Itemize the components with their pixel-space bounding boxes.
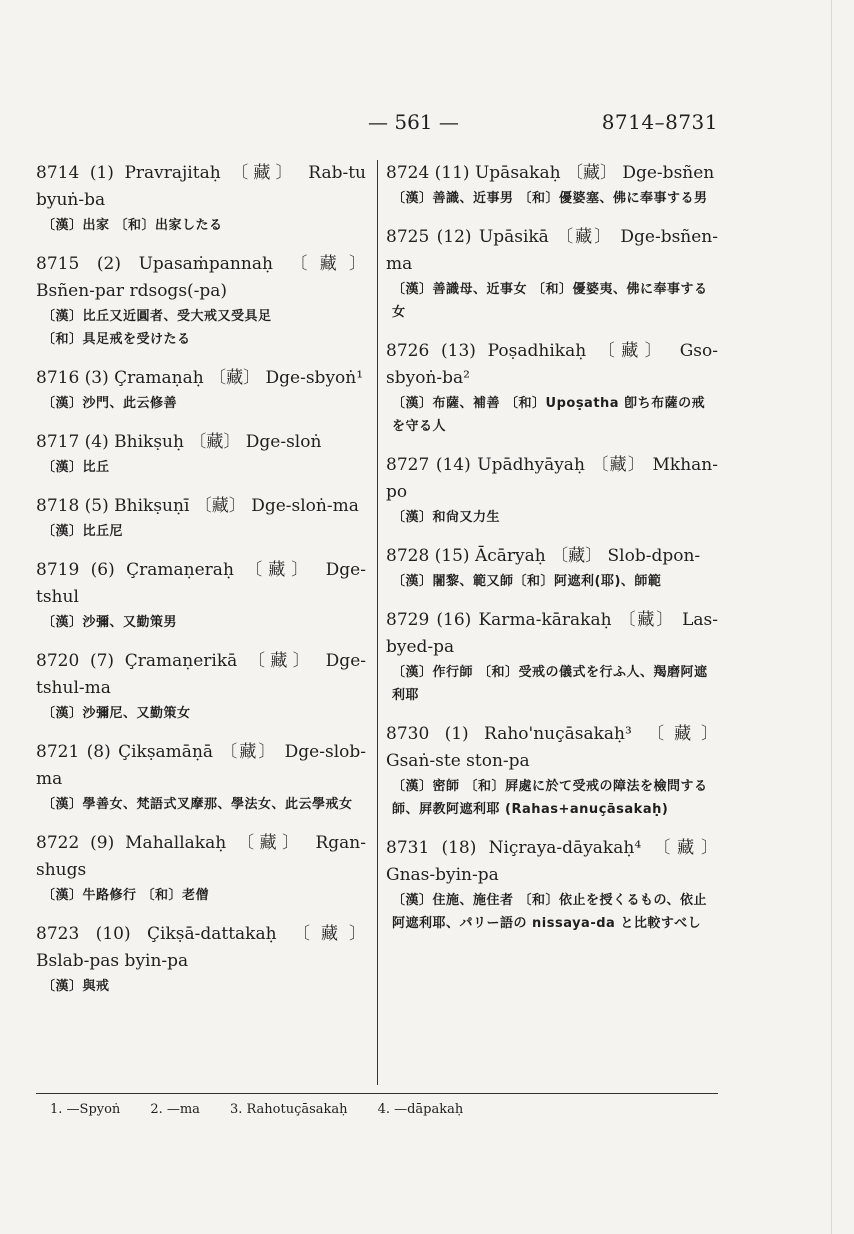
entry-gloss: 〔漢〕牛路修行 〔和〕老僧 (42, 888, 210, 903)
entry-gloss: 〔漢〕比丘 (42, 460, 110, 475)
entry-headword: 8720 (7) Çramaṇerikā 〔藏〕 Dge-tshul-ma (36, 651, 366, 698)
entry-gloss: 〔漢〕和尙又力生 (392, 510, 501, 525)
dictionary-entry (386, 452, 718, 529)
footnotes (50, 1102, 463, 1117)
entry-gloss: 〔和〕具足戒を受けたる (42, 332, 191, 347)
entry-headword: 8727 (14) Upādhyāyaḥ 〔藏〕 Mkhan-po (386, 455, 718, 502)
entry-gloss: 〔漢〕與戒 (42, 979, 110, 994)
dictionary-entry (36, 557, 366, 634)
dictionary-entry (36, 365, 366, 415)
entry-headword: 8719 (6) Çramaṇeraḥ 〔藏〕 Dge-tshul (36, 560, 366, 607)
entry-headword: 8715 (2) Upasaṁpannaḥ 〔藏〕 Bsñen-par rdsogs(-pa) (36, 254, 366, 301)
entry-headword: 8717 (4) Bhikṣuḥ 〔藏〕 Dge-sloṅ (36, 432, 322, 452)
entry-gloss: 〔漢〕住施、施住者 〔和〕依止を授くるもの、依止阿遮利耶、パリー語の nissaya-da と比較すべし (392, 893, 708, 931)
entry-headword: 8714 (1) Pravrajitaḥ 〔藏〕 Rab-tu byuṅ-ba (36, 163, 366, 210)
entry-headword: 8723 (10) Çikṣā-dattakaḥ 〔藏〕 Bslab-pas byin-pa (36, 924, 366, 971)
dictionary-entry (386, 338, 718, 438)
entry-gloss: 〔漢〕善識、近事男 〔和〕優婆塞、佛に奉事する男 (392, 191, 708, 206)
entry-gloss: 〔漢〕善識母、近事女 〔和〕優婆夷、佛に奉事する女 (392, 282, 708, 320)
dictionary-entry (36, 160, 366, 237)
entry-headword: 8718 (5) Bhikṣuṇī 〔藏〕 Dge-sloṅ-ma (36, 496, 359, 516)
entry-gloss: 〔漢〕比丘尼 (42, 524, 124, 539)
entry-headword: 8724 (11) Upāsakaḥ 〔藏〕 Dge-bsñen (386, 163, 715, 183)
dictionary-entry (386, 160, 718, 210)
right-column (386, 160, 718, 949)
entry-headword: 8722 (9) Mahallakaḥ 〔藏〕 Rgan-shugs (36, 833, 366, 880)
dictionary-entry (36, 739, 366, 816)
entry-headword: 8716 (3) Çramaṇaḥ 〔藏〕 Dge-sbyoṅ¹ (36, 368, 364, 388)
entry-gloss: 〔漢〕布薩、補善 〔和〕Upoṣatha 卽ち布薩の戒を守る人 (392, 396, 706, 434)
dictionary-entry (36, 429, 366, 479)
page-edge-line (831, 0, 832, 1234)
entry-headword: 8725 (12) Upāsikā 〔藏〕 Dge-bsñen-ma (386, 227, 718, 274)
left-column (36, 160, 366, 1012)
entry-range: 8714–8731 (601, 110, 718, 134)
dictionary-entry (36, 251, 366, 351)
entry-gloss: 〔漢〕沙彌、又勤策男 (42, 615, 178, 630)
dictionary-entry (386, 607, 718, 707)
footnote-rule (36, 1093, 718, 1094)
page-number: — 561 — (368, 110, 459, 134)
entry-gloss: 〔漢〕比丘又近圓者、受大戒又受具足 (42, 309, 272, 324)
dictionary-entry (386, 721, 718, 821)
dictionary-entry (36, 830, 366, 907)
entry-headword: 8729 (16) Karma-kārakaḥ 〔藏〕 Las-byed-pa (386, 610, 718, 657)
column-divider (377, 160, 378, 1085)
entry-gloss: 〔漢〕作行師 〔和〕受戒の儀式を行ふ人、羯磨阿遮利耶 (392, 665, 708, 703)
entry-headword: 8728 (15) Ācāryaḥ 〔藏〕 Slob-dpon- (386, 546, 701, 566)
footnote-item: 1. —Spyoṅ (50, 1102, 121, 1117)
entry-headword: 8731 (18) Niçraya-dāyakaḥ⁴ 〔藏〕 Gnas-byin-pa (386, 838, 718, 885)
page-header (38, 110, 718, 140)
dictionary-entry (386, 835, 718, 935)
entry-gloss: 〔漢〕闍黎、範又師〔和〕阿遮利(耶)、師範 (392, 574, 662, 589)
entry-headword: 8721 (8) Çikṣamāṇā 〔藏〕 Dge-slob-ma (36, 742, 366, 789)
entry-gloss: 〔漢〕密師 〔和〕屛處に於て受戒の障法を檢問する師、屛教阿遮利耶 (Rahas+anuçāsakaḥ) (392, 779, 708, 817)
entry-gloss: 〔漢〕學善女、梵語式叉摩那、學法女、此云學戒女 (42, 797, 353, 812)
footnote-item: 4. —dāpakaḥ (377, 1102, 464, 1117)
entry-gloss: 〔漢〕沙門、此云修善 (42, 396, 178, 411)
footnote-item: 2. —ma (150, 1102, 200, 1117)
entry-gloss: 〔漢〕出家 〔和〕出家したる (42, 218, 223, 233)
footnote-item: 3. Rahotuçāsakaḥ (229, 1102, 348, 1117)
dictionary-entry (36, 493, 366, 543)
dictionary-entry (36, 648, 366, 725)
dictionary-entry (386, 224, 718, 324)
entry-headword: 8726 (13) Poṣadhikaḥ 〔藏〕 Gso-sbyoṅ-ba² (386, 341, 718, 388)
dictionary-entry (36, 921, 366, 998)
entry-gloss: 〔漢〕沙彌尼、又勤策女 (42, 706, 191, 721)
entry-headword: 8730 (1) Raho'nuçāsakaḥ³ 〔藏〕 Gsaṅ-ste ston-pa (386, 724, 718, 771)
dictionary-entry (386, 543, 718, 593)
